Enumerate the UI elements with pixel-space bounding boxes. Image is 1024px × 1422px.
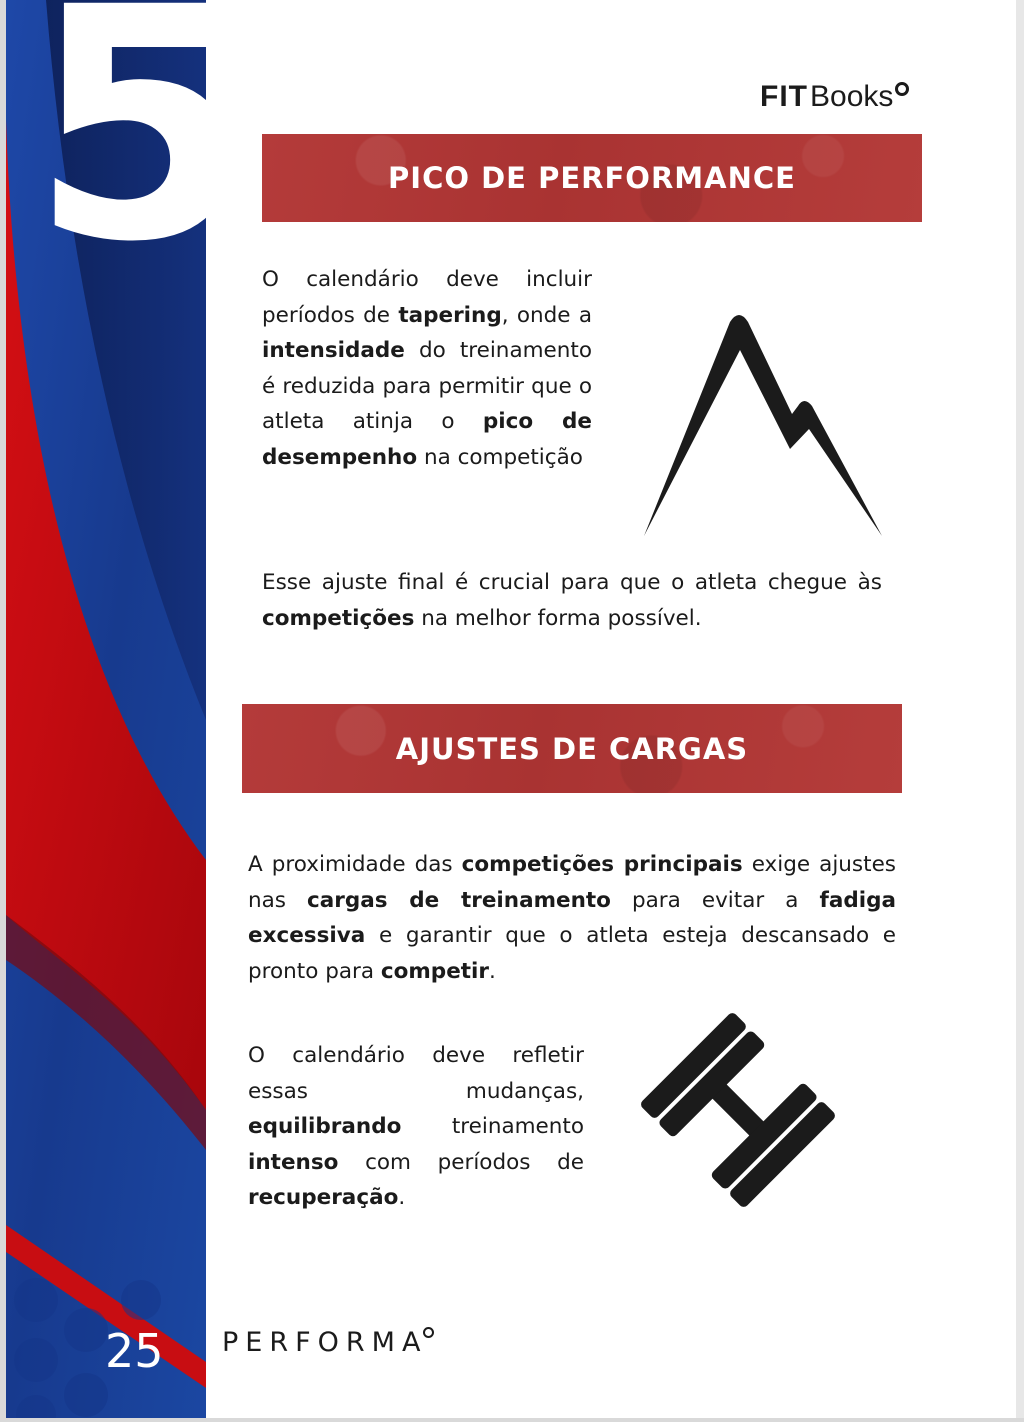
page-edge-right: [1016, 0, 1024, 1422]
paragraph-calendar: [248, 1038, 584, 1216]
emphasis-text: competições principais: [461, 852, 743, 877]
body-text: na melhor forma possível.: [414, 605, 702, 631]
emphasis-text: tapering: [398, 302, 502, 328]
body-text: na competição: [417, 444, 583, 470]
body-text: com períodos de: [338, 1149, 584, 1175]
body-text: .: [489, 958, 496, 984]
paragraph-loads: [248, 847, 896, 989]
page-edge-bottom: [0, 1418, 1024, 1422]
performa-ring-icon: [423, 1327, 434, 1338]
body-text: O calendário deve refletir essas mudanças,: [248, 1043, 584, 1104]
emphasis-text: equilibrando: [248, 1114, 402, 1139]
body-text: .: [398, 1185, 406, 1210]
body-text: e garantir que o atleta esteja descansado e pronto para: [248, 923, 896, 984]
section-banner-loads: [242, 704, 902, 793]
emphasis-text: competir: [380, 958, 490, 984]
brand-strong: FIT: [760, 80, 808, 113]
emphasis-text: intensidade: [262, 338, 405, 363]
body-text: treinamento: [401, 1114, 584, 1139]
body-text: A proximidade das: [248, 852, 462, 877]
performa-logo: [222, 1327, 434, 1358]
chapter-number: 5: [30, 0, 243, 312]
performa-logo-text: PERFORMA: [222, 1327, 428, 1358]
fitbooks-logo: [760, 80, 909, 114]
emphasis-text: pico de desempenho: [262, 409, 593, 470]
paragraph-tapering: [262, 262, 592, 475]
emphasis-text: intenso: [248, 1149, 339, 1175]
section-title-peak: PICO DE PERFORMANCE: [388, 161, 796, 195]
body-text: para evitar a: [610, 887, 820, 913]
brand-ring-icon: [895, 82, 909, 96]
page-number: 25: [105, 1324, 164, 1378]
emphasis-text: recuperação: [248, 1185, 399, 1210]
section-title-loads: AJUSTES DE CARGAS: [395, 731, 749, 766]
dumbbell-icon: [618, 990, 858, 1230]
brand-light: Books: [810, 80, 894, 113]
emphasis-text: cargas de treinamento: [307, 887, 611, 913]
body-text: O calendário deve incluir períodos de: [262, 267, 592, 328]
mountain-icon: [638, 308, 884, 538]
emphasis-text: fadiga excessiva: [248, 887, 896, 948]
body-text: , onde a: [501, 302, 592, 328]
paragraph-final-adjust: [262, 565, 882, 636]
body-text: do treinamento é reduzida para permitir que o atleta atinja o: [262, 338, 592, 434]
section-banner-peak: [262, 134, 922, 222]
body-text: Esse ajuste final é crucial para que o atleta chegue às: [262, 570, 882, 595]
body-text: exige ajustes nas: [248, 852, 896, 913]
emphasis-text: competições: [262, 605, 415, 631]
